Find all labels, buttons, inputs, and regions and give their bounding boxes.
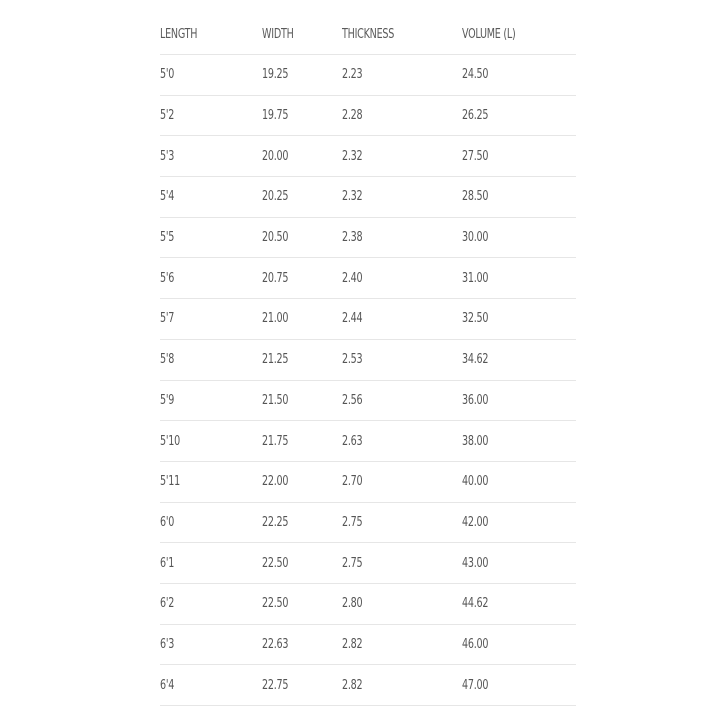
table-row bbox=[160, 177, 576, 218]
table-row bbox=[160, 258, 576, 299]
cell-thickness: 2.75 bbox=[342, 514, 363, 530]
table-row bbox=[160, 96, 576, 137]
table-row bbox=[160, 503, 576, 544]
cell-volume: 43.00 bbox=[462, 555, 489, 571]
cell-width: 21.50 bbox=[262, 392, 289, 408]
cell-length: 6'1 bbox=[160, 555, 175, 571]
cell-thickness: 2.80 bbox=[342, 596, 363, 612]
cell-width: 22.50 bbox=[262, 555, 289, 571]
cell-width: 22.75 bbox=[262, 677, 289, 693]
cell-width: 21.75 bbox=[262, 433, 289, 449]
cell-width: 22.63 bbox=[262, 636, 289, 652]
cell-length: 6'0 bbox=[160, 514, 175, 530]
cell-length: 5'8 bbox=[160, 352, 175, 368]
cell-width: 20.50 bbox=[262, 230, 289, 246]
cell-length: 6'3 bbox=[160, 636, 175, 652]
table-header-row bbox=[160, 14, 576, 55]
board-dimensions-table bbox=[160, 14, 576, 706]
cell-length: 5'10 bbox=[160, 433, 180, 449]
cell-thickness: 2.56 bbox=[342, 392, 363, 408]
table-row bbox=[160, 381, 576, 422]
cell-volume: 27.50 bbox=[462, 148, 489, 164]
cell-width: 22.50 bbox=[262, 596, 289, 612]
cell-width: 22.25 bbox=[262, 514, 289, 530]
cell-volume: 31.00 bbox=[462, 270, 489, 286]
table-row bbox=[160, 665, 576, 706]
table-row bbox=[160, 340, 576, 381]
table-row bbox=[160, 218, 576, 259]
cell-width: 21.00 bbox=[262, 311, 289, 327]
table-row bbox=[160, 584, 576, 625]
cell-length: 5'7 bbox=[160, 311, 175, 327]
header-width: WIDTH bbox=[262, 26, 294, 42]
table-row bbox=[160, 625, 576, 666]
cell-volume: 40.00 bbox=[462, 474, 489, 490]
cell-volume: 36.00 bbox=[462, 392, 489, 408]
table-row bbox=[160, 421, 576, 462]
cell-width: 20.25 bbox=[262, 189, 289, 205]
header-thickness: THICKNESS bbox=[342, 26, 395, 42]
cell-length: 6'2 bbox=[160, 596, 175, 612]
cell-width: 19.75 bbox=[262, 108, 289, 124]
cell-length: 5'6 bbox=[160, 270, 175, 286]
cell-volume: 26.25 bbox=[462, 108, 489, 124]
cell-thickness: 2.28 bbox=[342, 108, 363, 124]
table-row bbox=[160, 543, 576, 584]
cell-volume: 44.62 bbox=[462, 596, 489, 612]
cell-width: 20.75 bbox=[262, 270, 289, 286]
table-row bbox=[160, 55, 576, 96]
cell-thickness: 2.32 bbox=[342, 189, 363, 205]
cell-volume: 42.00 bbox=[462, 514, 489, 530]
cell-volume: 28.50 bbox=[462, 189, 489, 205]
cell-volume: 32.50 bbox=[462, 311, 489, 327]
cell-width: 22.00 bbox=[262, 474, 289, 490]
table-body bbox=[160, 55, 576, 706]
cell-volume: 47.00 bbox=[462, 677, 489, 693]
cell-thickness: 2.70 bbox=[342, 474, 363, 490]
cell-volume: 46.00 bbox=[462, 636, 489, 652]
cell-volume: 24.50 bbox=[462, 67, 489, 83]
cell-thickness: 2.82 bbox=[342, 636, 363, 652]
cell-width: 19.25 bbox=[262, 67, 289, 83]
cell-length: 5'5 bbox=[160, 230, 175, 246]
cell-width: 21.25 bbox=[262, 352, 289, 368]
header-length: LENGTH bbox=[160, 26, 198, 42]
cell-thickness: 2.44 bbox=[342, 311, 363, 327]
cell-volume: 30.00 bbox=[462, 230, 489, 246]
cell-length: 5'11 bbox=[160, 474, 180, 490]
cell-thickness: 2.63 bbox=[342, 433, 363, 449]
cell-volume: 34.62 bbox=[462, 352, 489, 368]
cell-length: 5'3 bbox=[160, 148, 175, 164]
table-row bbox=[160, 462, 576, 503]
cell-volume: 38.00 bbox=[462, 433, 489, 449]
cell-thickness: 2.23 bbox=[342, 67, 363, 83]
cell-length: 5'9 bbox=[160, 392, 175, 408]
cell-length: 5'0 bbox=[160, 67, 175, 83]
table-row bbox=[160, 136, 576, 177]
cell-length: 6'4 bbox=[160, 677, 175, 693]
table-row bbox=[160, 299, 576, 340]
cell-length: 5'2 bbox=[160, 108, 175, 124]
cell-thickness: 2.32 bbox=[342, 148, 363, 164]
cell-length: 5'4 bbox=[160, 189, 175, 205]
cell-thickness: 2.38 bbox=[342, 230, 363, 246]
header-volume: VOLUME (L) bbox=[462, 26, 516, 42]
cell-thickness: 2.40 bbox=[342, 270, 363, 286]
cell-thickness: 2.82 bbox=[342, 677, 363, 693]
cell-thickness: 2.53 bbox=[342, 352, 363, 368]
cell-width: 20.00 bbox=[262, 148, 289, 164]
cell-thickness: 2.75 bbox=[342, 555, 363, 571]
